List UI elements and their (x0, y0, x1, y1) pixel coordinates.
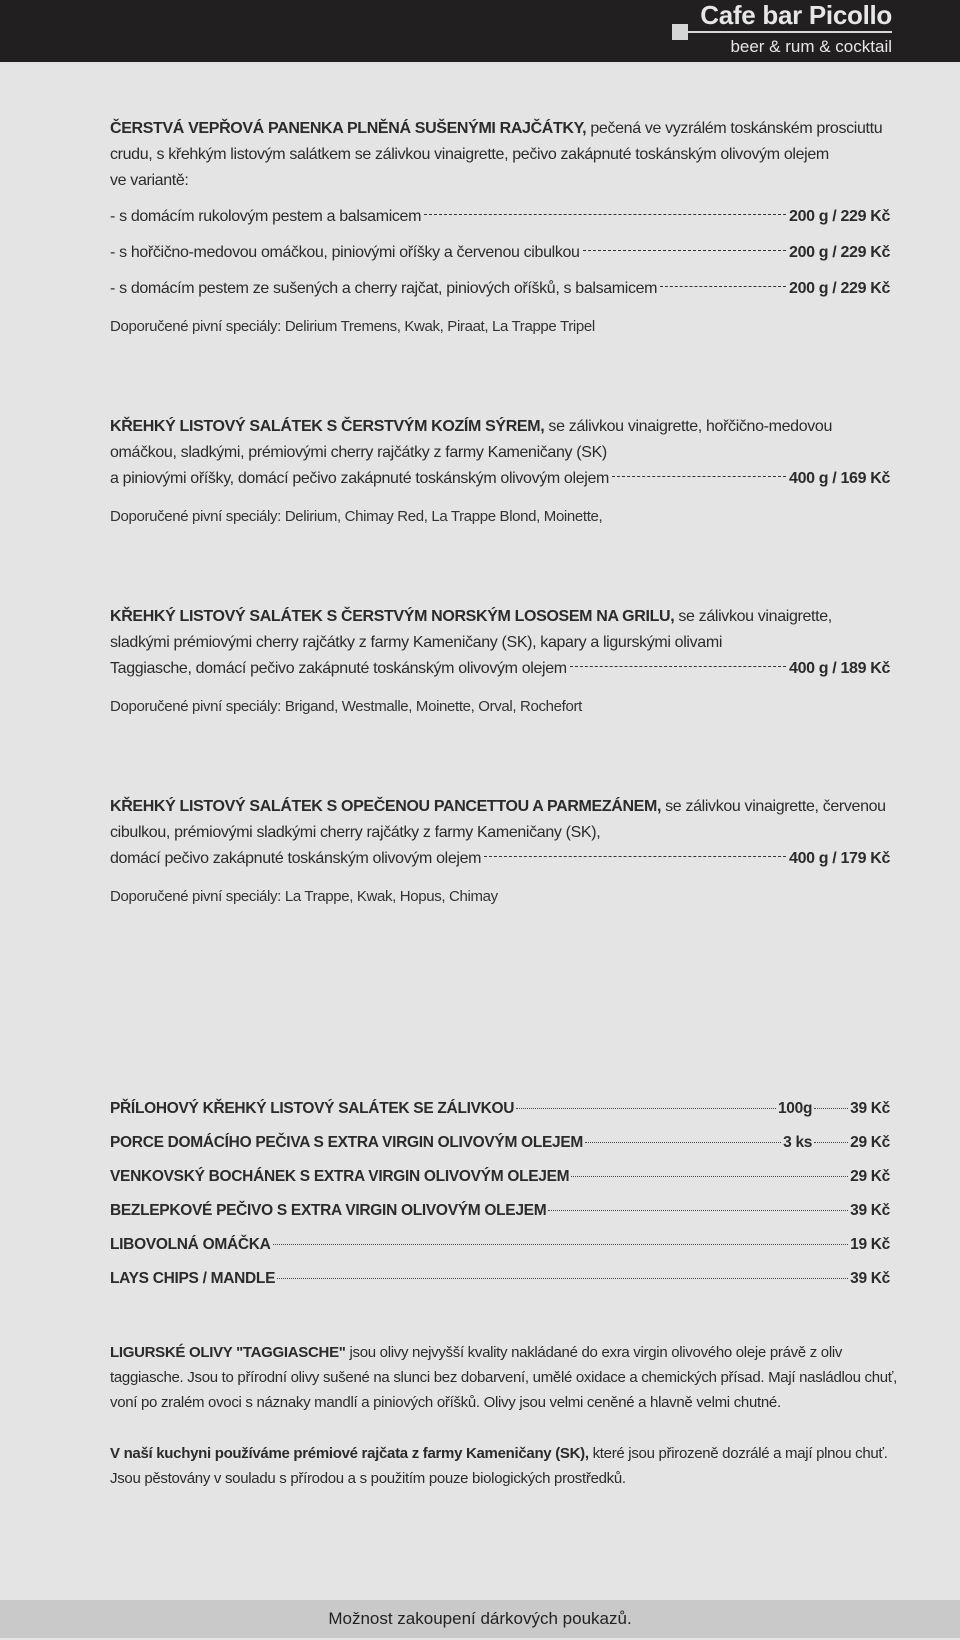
leader-line (571, 1176, 848, 1177)
side-item-row (110, 1100, 890, 1134)
dish-title: KŘEHKÝ LISTOVÝ SALÁTEK S OPEČENOU PANCETTOU A PARMEZÁNEM, (110, 798, 662, 815)
side-item-name: PORCE DOMÁCÍHO PEČIVA S EXTRA VIRGIN OLIVOVÝM OLEJEM (110, 1134, 583, 1151)
side-item-name: LIBOVOLNÁ OMÁČKA (110, 1236, 271, 1253)
note-title: LIGURSKÉ OLIVY "TAGGIASCHE" (110, 1344, 346, 1361)
note-olives (110, 1340, 900, 1415)
beer-recommendation: Doporučené pivní speciály: La Trappe, Kwak, Hopus, Chimay (110, 888, 498, 905)
variant-price: 200 g / 229 Kč (789, 244, 890, 261)
dish-price-row (110, 466, 890, 492)
leader-line (277, 1278, 848, 1279)
side-items-list (110, 1100, 890, 1304)
dish-price: 400 g / 189 Kč (789, 660, 890, 677)
dish-salmon-salad (110, 604, 890, 720)
dish-description (110, 414, 890, 466)
beer-recommendation: Doporučené pivní speciály: Delirium, Chimay Red, La Trappe Blond, Moinette, (110, 508, 603, 525)
menu-dishes (110, 116, 890, 910)
info-notes (110, 1340, 900, 1517)
dish-desc: pečená ve vyzrálém toskánském prosciuttu crudu, s křehkým listovým salátkem se zálivkou vinaigrette, pečivo zakápnuté toskánským olivovým olejem (110, 120, 883, 163)
dish-description (110, 794, 890, 846)
note-tomatoes (110, 1441, 900, 1491)
variant-price: 200 g / 229 Kč (789, 208, 890, 225)
dish-pancetta-salad (110, 794, 890, 910)
dish-price-row (110, 846, 890, 872)
variant-row (110, 276, 890, 302)
beer-recommendation: Doporučené pivní speciály: Brigand, Westmalle, Moinette, Orval, Rochefort (110, 698, 582, 715)
side-item-name: PŘÍLOHOVÝ KŘEHKÝ LISTOVÝ SALÁTEK SE ZÁLIVKOU (110, 1100, 515, 1117)
leader-line (583, 250, 786, 251)
variants-label: ve variantě: (110, 172, 189, 189)
leader-line (612, 476, 786, 477)
brand-tagline: beer & rum & cocktail (730, 37, 892, 56)
variant-row (110, 204, 890, 230)
side-item-price: 39 Kč (850, 1202, 890, 1219)
side-item-qty: 3 ks (783, 1134, 813, 1151)
leader-line (516, 1108, 776, 1109)
dish-pork-tenderloin (110, 116, 890, 340)
leader-line (484, 856, 786, 857)
dish-title: KŘEHKÝ LISTOVÝ SALÁTEK S ČERSTVÝM NORSKÝM LOSOSEM NA GRILU, (110, 608, 675, 625)
side-item-row (110, 1270, 890, 1304)
brand-name: Cafe bar Picollo (700, 0, 892, 30)
dish-desc-last-line: Taggiasche, domácí pečivo zakápnuté toskánským olivovým olejem (110, 660, 567, 677)
side-item-price: 29 Kč (850, 1134, 890, 1151)
dish-desc: se zálivkou vinaigrette, hořčično-medovou omáčkou, sladkými, prémiovými cherry rajčátky z farmy Kameničany (SK) (110, 418, 833, 461)
side-item-price: 39 Kč (850, 1100, 890, 1117)
side-item-row (110, 1134, 890, 1168)
leader-line (814, 1142, 848, 1143)
leader-line (570, 666, 786, 667)
side-item-row (110, 1168, 890, 1202)
logo-divider (688, 31, 892, 33)
beer-recommendation: Doporučené pivní speciály: Delirium Tremens, Kwak, Piraat, La Trappe Tripel (110, 318, 595, 335)
leader-line (424, 214, 786, 215)
dish-desc: se zálivkou vinaigrette, sladkými prémiovými cherry rajčátky z farmy Kameničany (SK), kapary a ligurskými olivami (110, 608, 832, 651)
leader-line (548, 1210, 848, 1211)
variant-row (110, 240, 890, 266)
leader-line (585, 1142, 781, 1143)
dish-desc: se zálivkou vinaigrette, červenou cibulkou, prémiovými sladkými cherry rajčátky z farmy Kameničany (SK), (110, 798, 886, 841)
variant-text: - s domácím rukolovým pestem a balsamicem (110, 208, 422, 225)
leader-line (814, 1108, 848, 1109)
note-text: jsou olivy nejvyšší kvality nakládané do exra virgin olivového oleje právě z oliv taggiasche. Jsou to přírodní olivy sušené na slunci bez dobarvení, umělé oxidace a chemických přísad. Mají nasládlou chuť, voní po zralém ovoci s náznaky mandlí a piniových oříšků. Olivy jsou velmi ceněné a hlavně velmi chutné. (110, 1344, 897, 1411)
leader-line (273, 1244, 849, 1245)
dish-desc-last-line: domácí pečivo zakápnuté toskánským olivovým olejem (110, 850, 482, 867)
dish-desc-last-line: a piniovými oříšky, domácí pečivo zakápnuté toskánským olivovým olejem (110, 470, 609, 487)
side-item-price: 19 Kč (850, 1236, 890, 1253)
note-title: V naší kuchyni používáme prémiové rajčata z farmy Kameničany (SK), (110, 1445, 589, 1462)
leader-line (660, 286, 786, 287)
footer-bar: Možnost zakoupení dárkových poukazů. (0, 1600, 960, 1638)
side-item-qty: 100g (777, 1100, 813, 1117)
variant-price: 200 g / 229 Kč (789, 280, 890, 297)
dish-title: ČERSTVÁ VEPŘOVÁ PANENKA PLNĚNÁ SUŠENÝMI RAJČÁTKY, (110, 120, 587, 137)
side-item-price: 29 Kč (850, 1168, 890, 1185)
header-bar (0, 0, 960, 62)
dish-description (110, 116, 890, 168)
dish-price-row (110, 656, 890, 682)
side-item-price: 39 Kč (850, 1270, 890, 1287)
dish-price: 400 g / 169 Kč (789, 470, 890, 487)
variant-text: - s domácím pestem ze sušených a cherry rajčat, piniových oříšků, s balsamicem (110, 280, 658, 297)
side-item-name: VENKOVSKÝ BOCHÁNEK S EXTRA VIRGIN OLIVOVÝM OLEJEM (110, 1168, 570, 1185)
logo-square-icon (672, 24, 688, 40)
side-item-row (110, 1202, 890, 1236)
side-item-row (110, 1236, 890, 1270)
dish-price: 400 g / 179 Kč (789, 850, 890, 867)
dish-description (110, 604, 890, 656)
variant-text: - s hořčično-medovou omáčkou, piniovými oříšky a červenou cibulkou (110, 244, 580, 261)
dish-title: KŘEHKÝ LISTOVÝ SALÁTEK S ČERSTVÝM KOZÍM SÝREM, (110, 418, 545, 435)
dish-goat-cheese-salad (110, 414, 890, 530)
side-item-name: BEZLEPKOVÉ PEČIVO S EXTRA VIRGIN OLIVOVÝM OLEJEM (110, 1202, 547, 1219)
note-text: které jsou přirozeně dozrálé a mají plnou chuť. Jsou pěstovány v souladu s přírodou a s použitím pouze biologických prostředků. (110, 1445, 888, 1487)
side-item-name: LAYS CHIPS / MANDLE (110, 1270, 276, 1287)
